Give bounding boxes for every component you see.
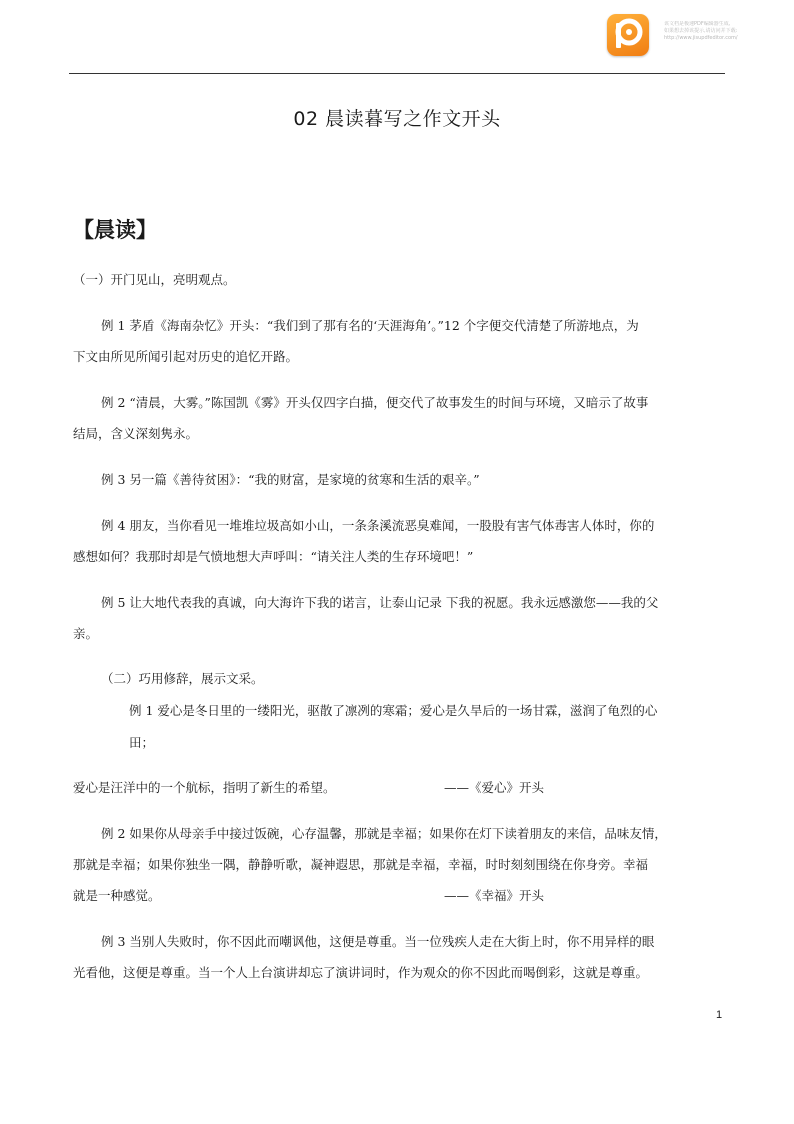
- paragraph-line: 爱心是汪洋中的一个航标，指明了新生的希望。: [73, 780, 336, 795]
- section-heading: 【晨读】: [73, 218, 157, 242]
- paragraph-line: 田；: [129, 735, 155, 750]
- paragraph-line: 感想如何？我那时却是气愤地想大声呼叫：“请关注人类的生存环境吧！”: [73, 549, 474, 564]
- paragraph-line: 就是一种感觉。: [73, 888, 161, 903]
- paragraph-line: 光看他，这便是尊重。当一个人上台演讲却忘了演讲词时，作为观众的你不因此而喝倒彩，这就是尊重。: [73, 965, 649, 980]
- paragraph-line: 例 4 朋友，当你看见一堆堆垃圾高如小山，一条条溪流恶臭难闻，一股股有害气体毒害人体时，你的: [101, 518, 655, 533]
- source-attribution: ——《幸福》开头: [444, 888, 545, 903]
- paragraph-line: 例 3 另一篇《善待贫困》：“我的财富，是家境的贫寒和生活的艰辛。”: [101, 472, 480, 487]
- page-title: 02 晨读暮写之作文开头: [293, 108, 501, 130]
- paragraph-line: 例 3 当别人失败时，你不因此而嘲讽他，这便是尊重。当一位残疾人走在大街上时，你不用异样的眼: [101, 934, 655, 949]
- watermark-line: 该文档是极速PDF编辑器生成,: [664, 21, 731, 27]
- page-number: 1: [716, 1009, 723, 1021]
- watermark-notice: [664, 21, 794, 42]
- source-attribution: ——《爱心》开头: [444, 780, 545, 795]
- logo-p-icon: [607, 14, 649, 56]
- paragraph-line: 例 5 让大地代表我的真诚，向大海许下我的诺言，让泰山记录 下我的祝愿。我永远感激您——我的父: [101, 595, 659, 610]
- paragraph-line: 例 1 爱心是冬日里的一缕阳光，驱散了凛冽的寒霜；爱心是久旱后的一场甘霖，滋润了龟烈的心: [129, 703, 658, 718]
- paragraph-line: 例 1 茅盾《海南杂忆》开头：“我们到了那有名的‘天涯海角’。”12 个字便交代清楚了所游地点，为: [101, 318, 639, 333]
- paragraph-line: 例 2 “清晨，大雾。”陈国凯《雾》开头仅四字白描，便交代了故事发生的时间与环境，又暗示了故事: [101, 395, 649, 410]
- paragraph-line: 下文由所见所闻引起对历史的追忆开路。: [73, 349, 299, 364]
- header-divider: [69, 73, 725, 74]
- subsection-heading: （一）开门见山，亮明观点。: [73, 272, 236, 287]
- paragraph-line: 亲。: [73, 626, 99, 641]
- paragraph-line: 那就是幸福；如果你独坐一隅，静静听歌，凝神遐思，那就是幸福，幸福，时时刻刻围绕在你身旁。幸福: [73, 857, 649, 872]
- paragraph-line: 结局，含义深刻隽永。: [73, 426, 199, 441]
- watermark-line: 如果想去掉该提示,请访问并下载:: [664, 28, 738, 34]
- watermark-link[interactable]: http://www.jisupdfeditor.com/: [664, 35, 738, 41]
- pdf-editor-logo: [607, 14, 649, 56]
- subsection-heading: （二）巧用修辞，展示文采。: [101, 671, 264, 686]
- paragraph-line: 例 2 如果你从母亲手中接过饭碗，心存温馨，那就是幸福；如果你在灯下读着朋友的来信，品味友情，: [101, 826, 667, 841]
